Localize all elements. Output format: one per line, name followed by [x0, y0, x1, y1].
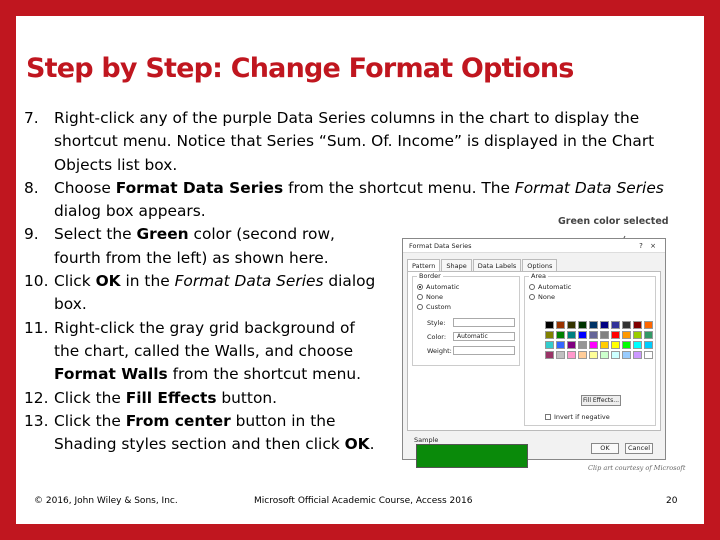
weight-label: Weight: [427, 347, 452, 355]
color-swatch[interactable] [545, 331, 554, 339]
border-group [412, 272, 520, 366]
ok-button[interactable]: OK [591, 443, 619, 454]
color-swatch[interactable] [633, 331, 642, 339]
step-text: color (second row, fourth from the left) as shown here. [54, 225, 335, 267]
step-12 [24, 387, 384, 410]
sample-swatch [416, 444, 528, 468]
step-number: 13. [24, 411, 49, 430]
color-swatch[interactable] [545, 341, 554, 349]
color-swatch[interactable] [578, 331, 587, 339]
step-number: 11. [24, 318, 49, 337]
color-swatch[interactable] [600, 321, 609, 329]
radio-label: None [426, 293, 443, 301]
border-none-radio[interactable] [417, 293, 443, 301]
step-text: button. [216, 388, 278, 407]
color-swatch[interactable] [622, 341, 631, 349]
color-swatch[interactable] [633, 351, 642, 359]
color-swatch[interactable] [567, 331, 576, 339]
dialog-titlebar [403, 239, 665, 253]
format-data-series-dialog [402, 238, 666, 460]
step-text: button in the Shading styles section and then click [54, 411, 345, 454]
style-label: Style: [427, 319, 446, 327]
color-swatch[interactable] [644, 341, 653, 349]
color-swatch[interactable] [567, 321, 576, 329]
color-swatch[interactable] [611, 351, 620, 359]
green-color-callout: Green color selected [558, 216, 669, 227]
color-swatch[interactable] [622, 351, 631, 359]
step-bold: Format Walls [54, 365, 168, 384]
checkbox-label: Invert if negative [554, 413, 610, 421]
checkbox-box [545, 414, 551, 420]
radio-dot [417, 294, 423, 300]
color-swatch[interactable] [589, 351, 598, 359]
step-text: . [369, 435, 375, 454]
color-swatch[interactable] [556, 341, 565, 349]
step-bold: From center [125, 411, 231, 430]
step-number: 8. [24, 178, 39, 197]
step-bold: Format Data Series [115, 178, 284, 197]
color-swatch[interactable] [578, 321, 587, 329]
color-swatch[interactable] [589, 341, 598, 349]
color-swatch[interactable] [633, 341, 642, 349]
area-none-radio[interactable] [529, 293, 555, 301]
step-10 [24, 270, 384, 317]
color-swatch[interactable] [611, 341, 620, 349]
color-swatch[interactable] [567, 341, 576, 349]
color-palette [545, 321, 653, 359]
color-swatch[interactable] [578, 341, 587, 349]
radio-dot [417, 284, 423, 290]
color-swatch[interactable] [622, 331, 631, 339]
step-text: in the [120, 272, 175, 291]
step-bold: Fill Effects [125, 388, 217, 407]
color-swatch[interactable] [644, 321, 653, 329]
color-swatch[interactable] [589, 331, 598, 339]
step-11 [24, 317, 384, 387]
color-swatch[interactable] [622, 321, 631, 329]
color-swatch[interactable] [644, 331, 653, 339]
color-swatch[interactable] [556, 321, 565, 329]
dialog-title: Format Data Series [409, 241, 472, 250]
border-custom-radio[interactable] [417, 303, 451, 311]
color-dropdown[interactable]: Automatic [453, 332, 515, 341]
step-number: 10. [24, 272, 49, 291]
color-swatch[interactable] [545, 321, 554, 329]
step-text: Click the [54, 411, 126, 430]
radio-label: Custom [426, 303, 451, 311]
step-text: dialog box. [54, 272, 376, 314]
step-number: 9. [24, 225, 39, 244]
radio-label: None [538, 293, 555, 301]
step-text: Click [54, 272, 96, 291]
footer-copyright: © 2016, John Wiley & Sons, Inc. [34, 496, 178, 506]
step-italic: Format Data Series [174, 272, 324, 291]
close-button[interactable]: × [650, 241, 656, 250]
tab-data-labels[interactable]: Data Labels [473, 259, 522, 272]
area-label: Area [531, 272, 546, 280]
color-swatch[interactable] [589, 321, 598, 329]
step-text: from the shortcut menu. The [283, 178, 515, 197]
radio-dot [417, 304, 423, 310]
radio-label: Automatic [538, 283, 572, 291]
border-label: Border [419, 272, 441, 280]
step-bold: Green [136, 225, 189, 244]
cancel-button[interactable]: Cancel [625, 443, 653, 454]
border-automatic-radio[interactable] [417, 283, 459, 291]
help-button[interactable]: ? [639, 241, 643, 250]
color-swatch[interactable] [611, 321, 620, 329]
tab-shape[interactable]: Shape [441, 259, 471, 272]
page-number: 20 [666, 496, 678, 506]
color-label: Color: [427, 333, 447, 341]
color-swatch[interactable] [556, 331, 565, 339]
footer-course: Microsoft Official Academic Course, Access 2016 [254, 496, 473, 506]
color-swatch[interactable] [611, 331, 620, 339]
radio-dot [529, 284, 535, 290]
step-text: Choose [54, 178, 116, 197]
step-text: dialog box appears. [54, 202, 206, 221]
image-credit: Clip art courtesy of Microsoft [588, 464, 686, 472]
step-text: Right-click any of the purple Data Series columns in the chart to display the shortcut menu. Notice that Series “Sum. Of. Income” is displayed in the Chart Objects list box. [54, 109, 655, 174]
color-swatch[interactable] [644, 351, 653, 359]
color-swatch[interactable] [600, 341, 609, 349]
color-swatch[interactable] [545, 351, 554, 359]
radio-dot [529, 294, 535, 300]
step-text: Select the [54, 225, 137, 244]
slide-title: Step by Step: Change Format Options [26, 53, 574, 84]
step-text: Click the [54, 388, 126, 407]
area-automatic-radio[interactable] [529, 283, 571, 291]
step-bold: OK [344, 435, 370, 454]
color-swatch[interactable] [556, 351, 565, 359]
step-number: 12. [24, 388, 49, 407]
invert-if-negative-checkbox[interactable] [545, 413, 610, 421]
color-swatch[interactable] [578, 351, 587, 359]
sample-label: Sample [414, 436, 439, 444]
color-swatch[interactable] [600, 351, 609, 359]
fill-effects-button[interactable]: Fill Effects... [582, 397, 620, 404]
step-13 [24, 410, 384, 457]
style-dropdown[interactable] [453, 318, 515, 327]
tab-pattern[interactable]: Pattern [407, 259, 440, 272]
tab-options[interactable]: Options [522, 259, 557, 272]
color-swatch[interactable] [600, 331, 609, 339]
step-text: from the shortcut menu. [167, 365, 362, 384]
radio-label: Automatic [426, 283, 460, 291]
color-swatch[interactable] [567, 351, 576, 359]
step-bold: OK [95, 272, 121, 291]
step-italic: Format Data Series [514, 178, 664, 197]
color-swatch[interactable] [633, 321, 642, 329]
step-number: 7. [24, 109, 39, 127]
step-9 [24, 223, 384, 270]
step-7 [24, 107, 664, 177]
step-text: Right-click the gray grid background of the chart, called the Walls, and choose [54, 318, 355, 360]
weight-dropdown[interactable] [453, 346, 515, 355]
